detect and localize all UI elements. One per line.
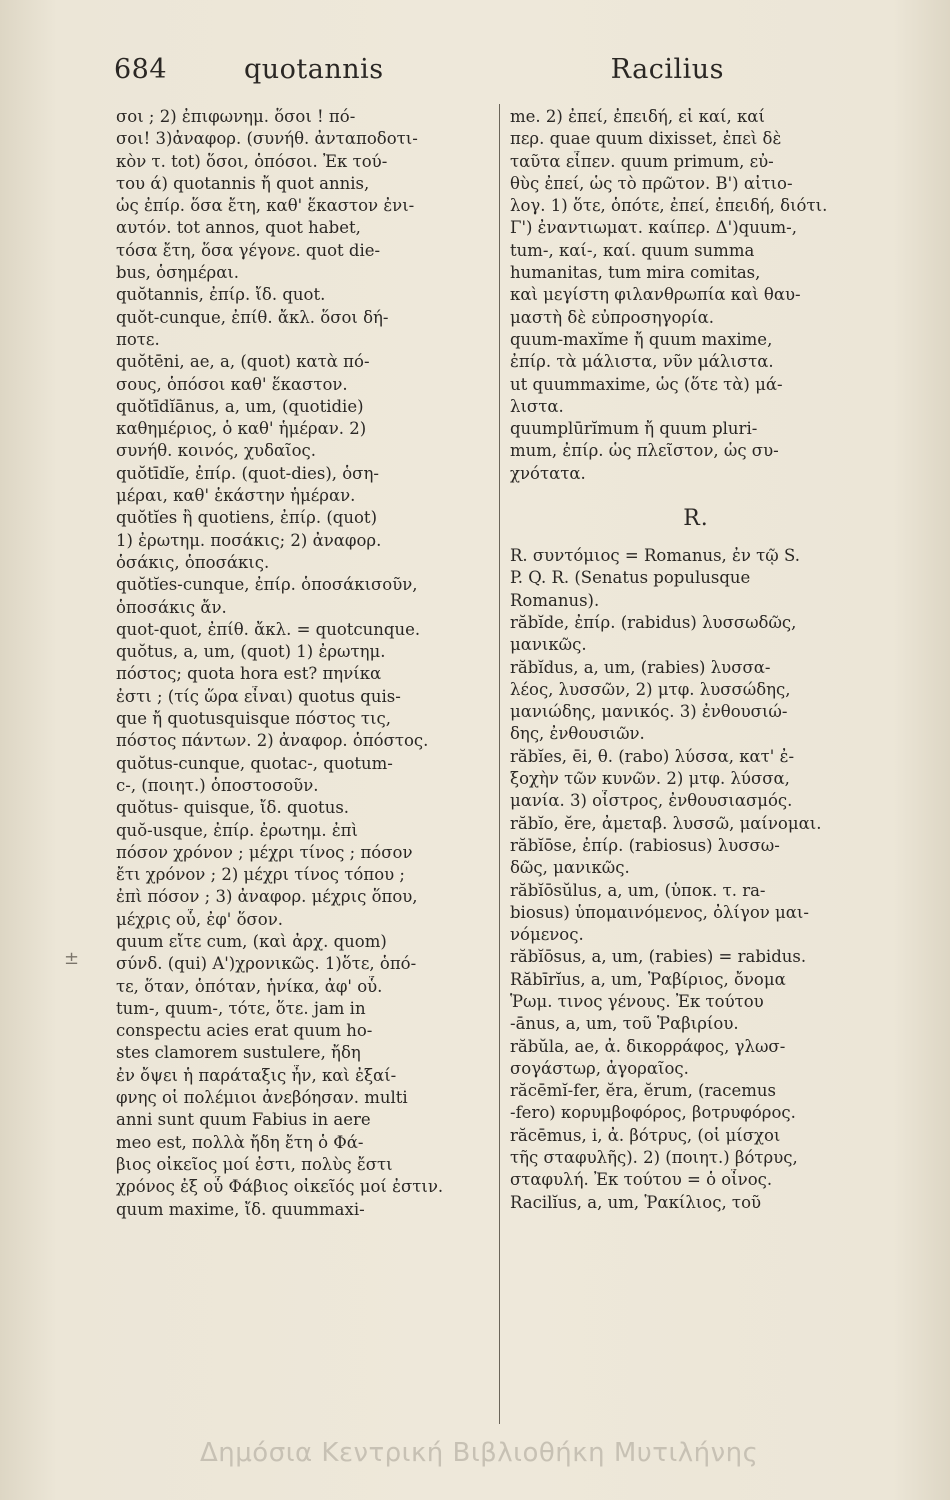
entry-line: stes clamorem sustulere, ἤδη: [116, 1043, 361, 1063]
entry-line: quŏtīdĭānus, a, um, (quotidie): [116, 396, 364, 416]
entry-line: σταφυλή. Ἐκ τούτου = ὁ οἶνος.: [510, 1170, 773, 1190]
entry-line: ὁσάκις, ὁποσάκις.: [116, 552, 270, 572]
entry-line: tum-, καί-, καί. quum summa: [510, 240, 755, 260]
entry-line: quŏtĭes-cunque, ἐπίρ. ὁποσάκισοῦν,: [116, 575, 418, 595]
entry-line: μανιώδης, μανικός. 3) ἐνθουσιώ-: [510, 702, 788, 722]
entry-line: que ἤ quotusquisque πόστος τις,: [116, 709, 391, 729]
entry-line: quŏt-cunque, ἐπίθ. ἄκλ. ὅσοι δή-: [116, 307, 389, 327]
entry-line: τόσα ἔτη, ὅσα γέγονε. quot die-: [116, 240, 381, 260]
entry-line: Γ') ἐναντιωματ. καίπερ. Δ')quum-,: [510, 218, 797, 238]
entry-line: καθημέριος, ὁ καθ' ἡμέραν. 2): [116, 419, 367, 439]
left-column: [116, 106, 494, 1221]
entry-line: anni sunt quum Fabius in aere: [116, 1110, 371, 1130]
entry-line: quum εἴτε cum, (καὶ ἀρχ. quom): [116, 931, 387, 951]
entry-line: λέος, λυσσῶν, 2) μτφ. λυσσώδης,: [510, 679, 791, 699]
entry-line: πόστος; quota hora est? πηνίκα: [116, 664, 382, 684]
entry-line: ὁποσάκις ἄν.: [116, 597, 227, 617]
entry-line: σογάστωρ, ἀγοραῖος.: [510, 1058, 689, 1078]
entry-line: me. 2) ἐπεί, ἐπειδή, εἰ καί, καί: [510, 107, 765, 126]
entry-line: φνης οἱ πολέμιοι ἀνεβόησαν. multi: [116, 1088, 408, 1108]
entry-line: πόσον χρόνον ; μέχρι τίνος ; πόσον: [116, 842, 413, 862]
entry-line: ταῦτα εἶπεν. quum primum, εὐ-: [510, 151, 774, 171]
entry-line: quum maxime, ἴδ. quummaxi-: [116, 1199, 365, 1219]
entry-line: χρόνος ἐξ οὗ Φάβιος οἰκεῖός μοί ἐστιν.: [116, 1177, 444, 1197]
entry-line: quŏtĭes ἢ quotiens, ἐπίρ. (quot): [116, 508, 378, 528]
entry-line: quot-quot, ἐπίθ. ἄκλ. = quotcunque.: [116, 619, 421, 639]
entry-line: quŏtēni, ae, a, (quot) κατὰ πό-: [116, 352, 370, 372]
entry-line: ἐν ὄψει ἡ παράταξις ἦν, καὶ ἐξαί-: [116, 1065, 397, 1085]
entry-line: tum-, quum-, τότε, ὅτε. jam in: [116, 998, 366, 1018]
header-right-word: Racilius: [610, 54, 724, 85]
entry-line: quŏtus, a, um, (quot) 1) ἐρωτημ.: [116, 642, 386, 662]
entry-line: μέχρις οὗ, ἐφ' ὅσον.: [116, 909, 283, 929]
entry-line: răbĭdus, a, um, (rabies) λυσσα-: [510, 657, 771, 677]
entry-line: răbŭla, ae, ἀ. δικορράφος, γλωσ-: [510, 1036, 786, 1056]
entry-line: R. συντόμιος = Romanus, ἐν τῷ S.: [510, 546, 800, 566]
header-left-word: quotannis: [244, 54, 384, 85]
entry-line: καὶ μεγίστη φιλανθρωπία καὶ θαυ-: [510, 285, 801, 305]
entry-line: meo est, πολλὰ ἤδη ἔτη ὁ Φά-: [116, 1132, 364, 1152]
right-column-bottom: [510, 545, 882, 1214]
margin-mark: ±: [64, 948, 80, 969]
entry-line: θὺς ἐπεί, ὡς τὸ πρῶτον. Β') αἰτιο-: [510, 173, 793, 193]
running-header: [114, 54, 724, 98]
entry-line: τε, ὅταν, ὁπόταν, ἡνίκα, ἀφ' οὗ.: [116, 976, 383, 996]
entry-line: quŏtus- quisque, ἴδ. quotus.: [116, 798, 350, 818]
entry-line: răbĭo, ĕre, ἀμεταβ. λυσσῶ, μαίνομαι.: [510, 813, 822, 833]
entry-line: τῆς σταφυλῆς). 2) (ποιητ.) βότρυς,: [510, 1148, 798, 1168]
entry-line: ἐστι ; (τίς ὥρα εἶναι) quotus quis-: [116, 686, 401, 706]
entry-line: răbĭōsŭlus, a, um, (ὑποκ. τ. ra-: [510, 880, 766, 900]
entry-line: răcēmĭ-fer, ĕra, ĕrum, (racemus: [510, 1081, 776, 1101]
entry-line: ξοχὴν τῶν κυνῶν. 2) μτφ. λύσσα,: [510, 769, 790, 789]
entry-line: μαστὴ δὲ εὐπροσηγορία.: [510, 307, 714, 327]
right-column: [510, 106, 882, 1214]
entry-line: humanitas, tum mira comitas,: [510, 263, 761, 283]
entry-line: 1) ἐρωτημ. ποσάκις; 2) ἀναφορ.: [116, 530, 382, 550]
entry-line: χνότατα.: [510, 463, 586, 483]
entry-line: quumplūrĭmum ἤ quum pluri-: [510, 419, 758, 439]
entry-line: Răbīrĭus, a, um, Ῥαβίριος, ὄνομα: [510, 969, 786, 989]
entry-line: răbĭes, ēi, θ. (rabo) λύσσα, κατ' ἐ-: [510, 746, 795, 766]
entry-line: c-, (ποιητ.) ὁποστοσοῦν.: [116, 775, 319, 795]
entry-line: πόστος πάντων. 2) ἀναφορ. ὁπόστος.: [116, 731, 429, 751]
entry-line: ἐπὶ πόσον ; 3) ἀναφορ. μέχρις ὅπου,: [116, 887, 418, 907]
entry-line: răbĭōse, ἐπίρ. (rabiosus) λυσσω-: [510, 835, 780, 855]
entry-line: ut quummaxime, ὡς (ὅτε τὰ) μά-: [510, 374, 783, 394]
right-column-top: [510, 106, 882, 485]
entry-line: răbĭde, ἐπίρ. (rabidus) λυσσωδῶς,: [510, 612, 797, 632]
entry-line: δῶς, μανικῶς.: [510, 858, 630, 878]
entry-line: σοι ; 2) ἐπιφωνημ. ὅσοι ! πό-: [116, 107, 356, 126]
entry-line: quŏtīdĭe, ἐπίρ. (quot-dies), ὁση-: [116, 463, 379, 483]
entry-line: bus, ὁσημέραι.: [116, 263, 240, 283]
entry-line: conspectu acies erat quum ho-: [116, 1021, 373, 1041]
section-letter: R.: [683, 506, 709, 532]
entry-line: σοι! 3)ἀναφορ. (συνήθ. ἀνταποδοτι-: [116, 129, 418, 149]
entry-line: κὸν τ. tot) ὅσοι, ὁπόσοι. Ἐκ τού-: [116, 151, 388, 171]
entry-line: μανία. 3) οἶστρος, ἐνθουσιασμός.: [510, 791, 793, 811]
entry-line: Racilĭus, a, um, Ῥακίλιος, τοῦ: [510, 1192, 762, 1212]
entry-line: ὡς ἐπίρ. ὅσα ἔτη, καθ' ἕκαστον ἐνι-: [116, 196, 415, 216]
entry-line: biosus) ὑπομαινόμενος, ὀλίγον μαι-: [510, 902, 809, 922]
entry-line: συνήθ. κοινός, χυδαῖος.: [116, 441, 317, 461]
entry-line: ἔτι χρόνον ; 2) μέχρι τίνος τόπου ;: [116, 865, 405, 885]
page-number: 684: [114, 54, 168, 85]
entry-line: Romanus).: [510, 590, 600, 610]
entry-line: ποτε.: [116, 329, 160, 349]
entry-line: βιος οἰκεῖος μοί ἐστι, πολὺς ἔστι: [116, 1154, 393, 1174]
entry-line: Ῥωμ. τινος γένους. Ἐκ τούτου: [510, 991, 764, 1011]
column-divider: [499, 104, 500, 1424]
entry-line: mum, ἐπίρ. ὡς πλεῖστον, ὡς συ-: [510, 441, 779, 461]
entry-line: περ. quae quum dixisset, ἐπεὶ δὲ: [510, 129, 782, 149]
entry-line: răcēmus, i, ἀ. βότρυς, (οἱ μίσχοι: [510, 1125, 781, 1145]
entry-line: quŏtus-cunque, quotac-, quotum-: [116, 753, 393, 773]
entry-line: P. Q. R. (Senatus populusque: [510, 568, 751, 588]
entry-line: λογ. 1) ὅτε, ὁπότε, ἐπεί, ἐπειδή, διότι.: [510, 196, 828, 216]
entry-line: νόμενος.: [510, 925, 584, 945]
entry-line: σύνδ. (qui) Α')χρονικῶς. 1)ὅτε, ὁπό-: [116, 954, 417, 974]
entry-line: λιστα.: [510, 396, 564, 416]
entry-line: quum-maxĭme ἤ quum maxime,: [510, 329, 773, 349]
entry-line: μέραι, καθ' ἑκάστην ἡμέραν.: [116, 486, 356, 506]
entry-line: quŏtannis, ἐπίρ. ἴδ. quot.: [116, 285, 326, 305]
entry-line: quŏ-usque, ἐπίρ. ἐρωτημ. ἐπὶ: [116, 820, 358, 840]
library-watermark: Δημόσια Κεντρική Βιβλιοθήκη Μυτιλήνης: [200, 1438, 759, 1468]
entry-line: răbĭōsus, a, um, (rabies) = rabidus.: [510, 947, 807, 967]
entry-line: δης, ἐνθουσιῶν.: [510, 724, 645, 744]
entry-line: ἐπίρ. τὰ μάλιστα, νῦν μάλιστα.: [510, 352, 774, 372]
entry-line: -ānus, a, um, τοῦ Ῥαβιρίου.: [510, 1014, 739, 1034]
entry-line: αυτόν. tot annos, quot habet,: [116, 218, 361, 238]
entry-line: του ά) quotannis ἤ quot annis,: [116, 173, 370, 193]
entry-line: σους, ὁπόσοι καθ' ἕκαστον.: [116, 374, 348, 394]
entry-line: -fero) κορυμβοφόρος, βοτρυφόρος.: [510, 1103, 796, 1123]
entry-line: μανικῶς.: [510, 635, 587, 655]
